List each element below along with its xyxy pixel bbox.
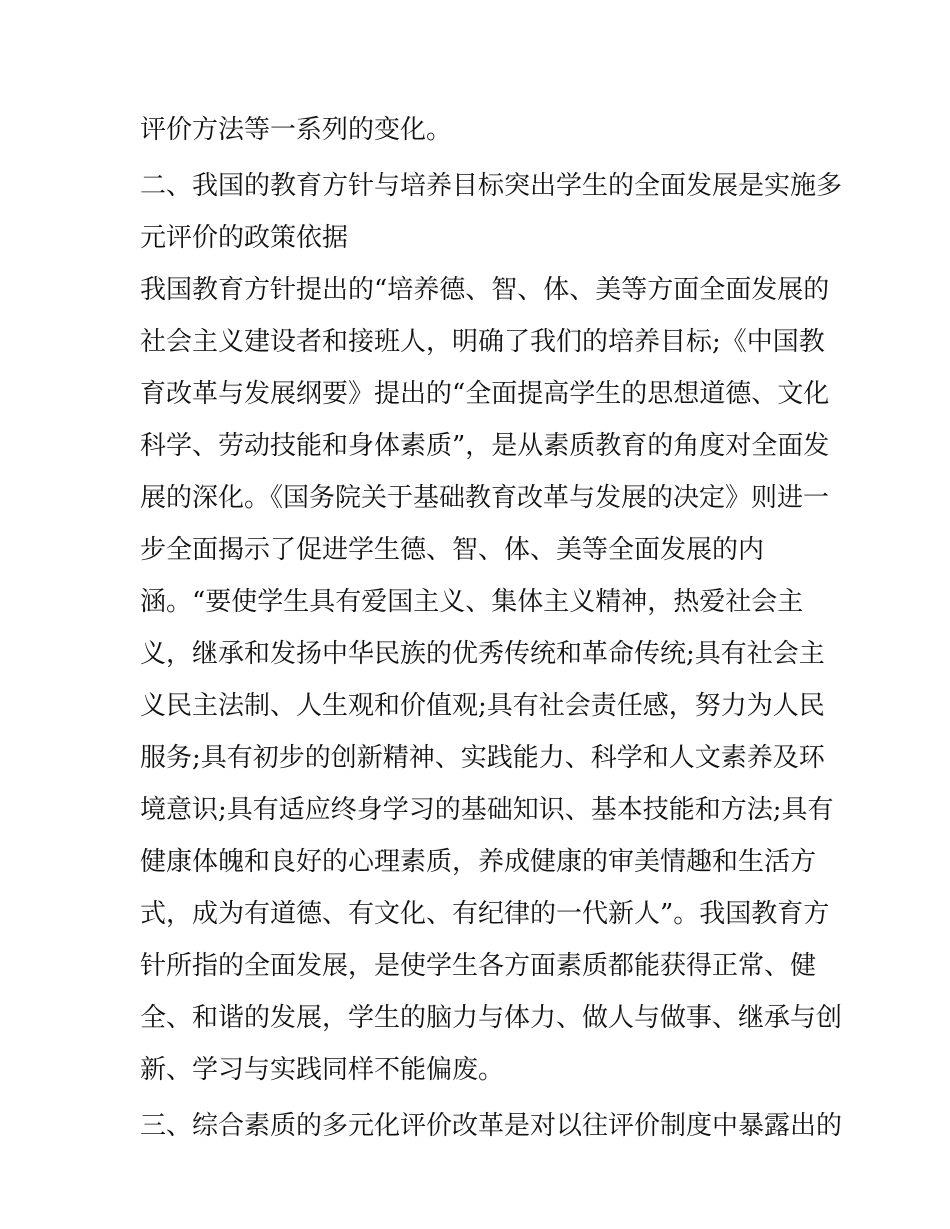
text-line: 境意识;具有适应终身学习的基础知识、基本技能和方法;具有	[140, 795, 834, 825]
text-line: 健康体魄和良好的心理素质，养成健康的审美情趣和生活方	[140, 847, 817, 877]
text-line: 评价方法等一系列的变化。	[140, 115, 453, 145]
body-paragraph	[140, 264, 843, 1096]
text-line: 全、和谐的发展，学生的脑力与体力、做人与做事、继承与创	[140, 1003, 843, 1033]
text-line: 展的深化。《国务院关于基础教育改革与发展的决定》则进一	[140, 483, 830, 513]
text-line: 涵。“要使学生具有爱国主义、集体主义精神，热爱社会主	[140, 587, 804, 617]
paragraph-closing-line	[140, 104, 830, 156]
text-line: 针所指的全面发展，是使学生各方面素质都能获得正常、健	[140, 951, 817, 981]
text-line: 社会主义建设者和接班人，明确了我们的培养目标;《中国教	[140, 327, 825, 357]
text-line: 育改革与发展纲要》提出的“全面提高学生的思想道德、文化	[140, 379, 830, 409]
text-line: 我国教育方针提出的“培养德、智、体、美等方面全面发展的	[140, 275, 830, 305]
text-line: 科学、劳动技能和身体素质”，是从素质教育的角度对全面发	[140, 431, 830, 461]
document-body	[140, 104, 843, 1152]
text-line: 三、综合素质的多元化评价改革是对以往评价制度中暴露出的	[140, 1111, 843, 1141]
section-heading-3	[140, 1100, 843, 1152]
text-line: 服务;具有初步的创新精神、实践能力、科学和人文素养及环	[140, 743, 825, 773]
text-line: 新、学习与实践同样不能偏废。	[140, 1055, 505, 1085]
section-heading-2	[140, 160, 843, 264]
text-line: 义民主法制、人生观和价值观;具有社会责任感，努力为人民	[140, 691, 825, 721]
text-line: 式，成为有道德、有文化、有纪律的一代新人”。我国教育方	[140, 899, 830, 929]
text-line: 二、我国的教育方针与培养目标突出学生的全面发展是实施多	[140, 171, 843, 201]
text-line: 步全面揭示了促进学生德、智、体、美等全面发展的内	[140, 535, 765, 565]
text-line: 义，继承和发扬中华民族的优秀传统和革命传统;具有社会主	[140, 639, 825, 669]
text-line: 元评价的政策依据	[140, 223, 349, 253]
